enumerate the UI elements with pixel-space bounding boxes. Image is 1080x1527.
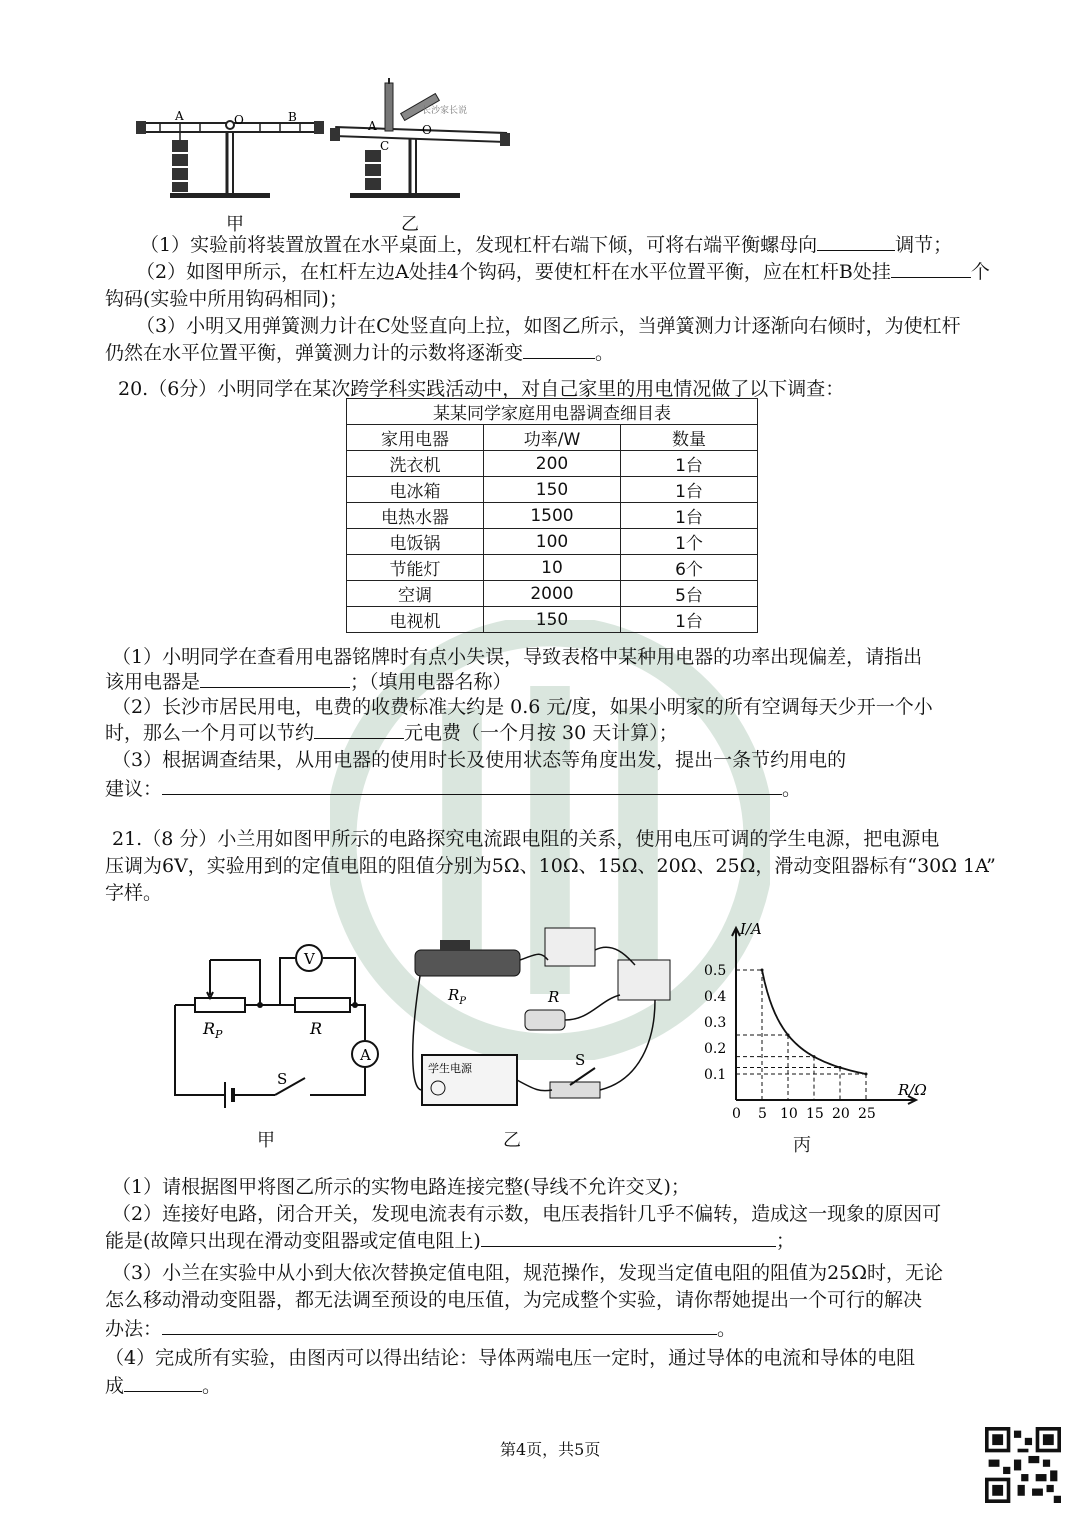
- tiny-watermark: 长沙家长说: [422, 106, 468, 116]
- caption-circuit-jia: 甲: [257, 1130, 275, 1151]
- q21-part4: （4）完成所有实验，由图丙可以得出结论：导体两端电压一定时，通过导体的电流和导体的电阻: [105, 1347, 916, 1369]
- label-A: A: [175, 109, 184, 123]
- table-row: 电饭锅 100 1个: [347, 529, 758, 555]
- data-point: [813, 1055, 816, 1058]
- q20-part2b: 时，那么一个月可以节约 元电费（一个月按 30 天计算）；: [105, 722, 678, 744]
- table-row: 电冰箱 150 1台: [347, 477, 758, 503]
- table-row: 电热水器 1500 1台: [347, 503, 758, 529]
- q19-part3: （3）小明又用弹簧测力计在C处竖直向上拉，如图乙所示，当弹簧测力计逐渐向右倾时，为使杠杆: [136, 315, 961, 337]
- physical-circuit-yi: [400, 920, 690, 1120]
- label-C: C: [380, 139, 390, 153]
- q21-part3b: 怎么移动滑动变阻器，都无法调至预设的电压值，为完成整个实验，请你帮她提出一个可行的解决: [105, 1289, 923, 1311]
- label-B: B: [288, 110, 297, 124]
- q19-part1: （1）实验前将装置放置在水平桌面上，发现杠杆右端下倾，可将右端平衡螺母向 调节；: [140, 234, 953, 256]
- lever-figures: [130, 78, 520, 233]
- rp-label: $R_P$: [203, 1019, 223, 1041]
- label-O2: O: [422, 123, 432, 137]
- y-tick-label: 0.3: [704, 1015, 727, 1031]
- q21-part2b: 能是(故障只出现在滑动变阻器或定值电阻上) ；: [105, 1230, 795, 1252]
- switch-physical-label: S: [575, 1051, 586, 1069]
- supply-label: 学生电源: [428, 1062, 472, 1075]
- q21-part4b: 成 。: [105, 1375, 222, 1397]
- x-tick-label: 20: [832, 1106, 850, 1122]
- caption-graph-bing: 丙: [793, 1135, 811, 1156]
- caption-physical-yi: 乙: [503, 1130, 521, 1151]
- table-header: 家用电器 功率/W 数量: [347, 425, 758, 451]
- table-row: 洗衣机 200 1台: [347, 451, 758, 477]
- y-tick-label: 0.2: [704, 1041, 727, 1057]
- q20-part3b: 建议： 。: [105, 778, 802, 800]
- x-axis-label: R/Ω: [898, 1081, 927, 1099]
- r-label: R: [310, 1019, 323, 1038]
- q21-stem: 21.（8 分）小兰用如图甲所示的电路探究电流跟电阻的关系，使用电压可调的学生电源，把电源电: [112, 828, 940, 850]
- q20-part2: （2）长沙市居民用电，电费的收费标准大约是 0.6 元/度，如果小明家的所有空调每天少开一个小: [112, 696, 933, 718]
- x-tick-label: 10: [780, 1106, 798, 1122]
- table-row: 空调 2000 5台: [347, 581, 758, 607]
- q21-stem3: 字样。: [105, 882, 163, 904]
- caption-yi: 乙: [401, 214, 419, 235]
- table-row: 电视机 150 1台: [347, 607, 758, 633]
- switch-label: S: [277, 1070, 288, 1088]
- q20-part1b: 该用电器是 ；（填用电器名称）: [105, 671, 512, 693]
- x-tick-label: 5: [758, 1106, 767, 1122]
- y-tick-label: 0.5: [704, 963, 727, 979]
- q21-stem2: 压调为6V，实验用到的定值电阻的阻值分别为5Ω、10Ω、15Ω、20Ω、25Ω，滑动变阻器标有“30Ω 1A”: [105, 855, 996, 877]
- data-point: [839, 1066, 842, 1069]
- y-tick-label: 0.4: [704, 989, 727, 1005]
- data-point: [865, 1073, 868, 1076]
- r-physical-label: R: [548, 988, 560, 1006]
- data-point: [761, 969, 764, 972]
- q21-part1: （1）请根据图甲将图乙所示的实物电路连接完整(导线不允许交叉)；: [112, 1176, 690, 1198]
- page-footer: 第4页，共5页: [500, 1440, 601, 1459]
- data-point: [787, 1034, 790, 1037]
- current-resistance-graph: [700, 920, 940, 1140]
- qr-code: [985, 1427, 1061, 1503]
- rp-physical-label: $R_P$: [448, 986, 467, 1007]
- q20-part1: （1）小明同学在查看用电器铭牌时有点小失误，导致表格中某种用电器的功率出现偏差，请指出: [112, 646, 923, 668]
- q19-part2b: 钩码(实验中所用钩码相同)；: [105, 288, 348, 310]
- voltmeter-label: V: [304, 950, 315, 968]
- table-row: 节能灯 10 6个: [347, 555, 758, 581]
- q19-part3b: 仍然在水平位置平衡，弹簧测力计的示数将逐渐变 。: [105, 342, 615, 364]
- lever-jia: [136, 109, 324, 198]
- q20-part3: （3）根据调查结果，从用电器的使用时长及使用状态等角度出发，提出一条节约用电的: [112, 749, 847, 771]
- label-A2: A: [368, 119, 377, 133]
- x-tick-label: 0: [732, 1106, 741, 1122]
- ammeter-label: A: [360, 1046, 371, 1064]
- appliance-table: [346, 398, 758, 633]
- y-axis-label: I/A: [740, 920, 762, 938]
- q21-part2: （2）连接好电路，闭合开关，发现电流表有示数，电压表指针几乎不偏转，造成这一现象的原因可: [112, 1203, 942, 1225]
- q19-part2: （2）如图甲所示，在杠杆左边A处挂4个钩码，要使杠杆在水平位置平衡，应在杠杆B处挂 个: [136, 261, 990, 283]
- caption-jia: 甲: [226, 214, 244, 235]
- y-tick-label: 0.1: [704, 1067, 727, 1083]
- x-tick-label: 25: [858, 1106, 876, 1122]
- q20-stem: 20.（6分）小明同学在某次跨学科实践活动中，对自己家里的用电情况做了以下调查：: [118, 378, 845, 400]
- table-title: 某某同学家庭用电器调查细目表: [347, 399, 758, 425]
- lever-yi: [330, 78, 510, 198]
- circuit-diagram-jia: [165, 940, 385, 1120]
- q21-part3c: 办法： 。: [105, 1318, 737, 1340]
- x-tick-label: 15: [806, 1106, 824, 1122]
- q21-part3: （3）小兰在实验中从小到大依次替换定值电阻，规范操作，发现当定值电阻的阻值为25Ω时，无论: [112, 1262, 944, 1284]
- label-O: O: [234, 113, 244, 127]
